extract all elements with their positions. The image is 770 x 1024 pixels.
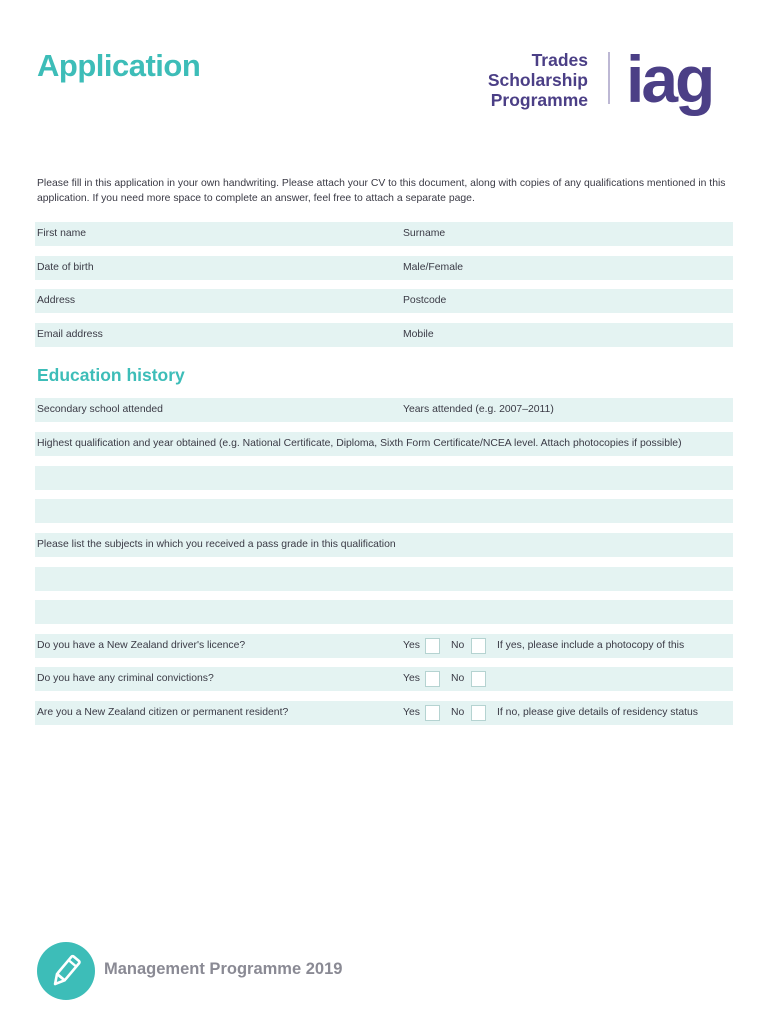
pencil-icon [37, 942, 95, 1000]
programme-brand [470, 50, 588, 110]
licence-yes-checkbox[interactable] [425, 638, 440, 654]
years-label: Years attended (e.g. 2007–2011) [403, 404, 554, 415]
brand-line-programme: Programme [490, 90, 588, 110]
criminal-no-label: No [451, 673, 465, 684]
footer-title: Management Programme 2019 [104, 960, 343, 978]
dob-label: Date of birth [37, 262, 94, 273]
criminal-yes-label: Yes [403, 673, 420, 684]
school-row[interactable] [35, 398, 733, 422]
qualification-blank-row-2[interactable] [35, 499, 733, 523]
citizen-no-checkbox[interactable] [471, 705, 486, 721]
brand-line-scholarship: Scholarship [487, 70, 588, 90]
page-title: Application [37, 48, 201, 83]
subjects-blank-row-2[interactable] [35, 600, 733, 624]
brand-line-trades: Trades [531, 50, 588, 70]
criminal-yes-checkbox[interactable] [425, 671, 440, 687]
first-name-label: First name [37, 228, 87, 239]
licence-no-checkbox[interactable] [471, 638, 486, 654]
citizen-no-label: No [451, 707, 465, 718]
postcode-label: Postcode [403, 295, 447, 306]
criminal-row [35, 667, 733, 691]
subjects-row[interactable] [35, 533, 733, 557]
citizen-yes-label: Yes [403, 707, 420, 718]
address-label: Address [37, 295, 76, 306]
dob-row[interactable] [35, 256, 733, 280]
qualification-label: Highest qualification and year obtained (e.g. National Certificate, Diploma, Sixth Form Certificate/NCEA level. Attach photocopies if possible) [37, 438, 682, 449]
licence-question: Do you have a New Zealand driver's licence? [37, 640, 246, 651]
criminal-no-checkbox[interactable] [471, 671, 486, 687]
citizen-yes-checkbox[interactable] [425, 705, 440, 721]
footer-badge [37, 942, 95, 1000]
email-row[interactable] [35, 323, 733, 347]
mobile-label: Mobile [403, 329, 434, 340]
school-label: Secondary school attended [37, 404, 163, 415]
citizen-question: Are you a New Zealand citizen or permanent resident? [37, 707, 289, 718]
citizen-note: If no, please give details of residency status [497, 707, 698, 718]
intro-text: Please fill in this application in your own handwriting. Please attach your CV to this document, along with copies of any qualifications mentioned in this application. If you need more space to complete an answer, feel free to attach a separate page. [37, 178, 726, 204]
licence-note: If yes, please include a photocopy of this [497, 640, 685, 651]
licence-row [35, 634, 733, 658]
licence-no-label: No [451, 640, 465, 651]
qualification-row[interactable] [35, 432, 733, 456]
gender-label: Male/Female [403, 262, 464, 273]
licence-yes-label: Yes [403, 640, 420, 651]
email-label: Email address [37, 329, 103, 340]
education-heading: Education history [37, 365, 185, 385]
address-row[interactable] [35, 289, 733, 313]
brand-divider [608, 52, 610, 104]
iag-logo [626, 46, 738, 134]
surname-label: Surname [403, 228, 446, 239]
citizen-row [35, 701, 733, 725]
qualification-blank-row-1[interactable] [35, 466, 733, 490]
subjects-blank-row-1[interactable] [35, 567, 733, 591]
iag-logo-text: iag [626, 46, 713, 116]
first-name-row[interactable] [35, 222, 733, 246]
subjects-label: Please list the subjects in which you received a pass grade in this qualification [37, 539, 396, 550]
criminal-question: Do you have any criminal convictions? [37, 673, 214, 684]
